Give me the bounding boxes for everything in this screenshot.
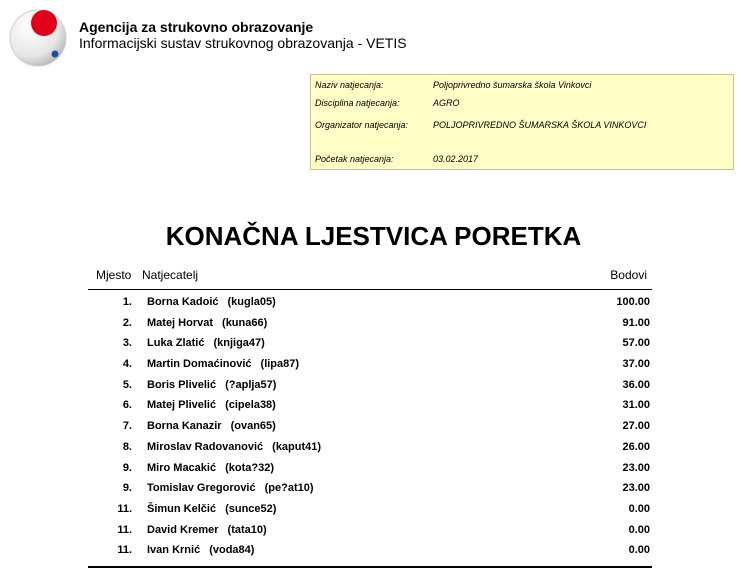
row-score: 37.00 <box>622 358 650 371</box>
info-row-name <box>315 78 731 92</box>
row-score: 100.00 <box>616 296 650 308</box>
competitor-code: (lipa87) <box>260 358 300 371</box>
row-place: 11. <box>117 523 132 536</box>
competition-info-box <box>310 74 734 170</box>
row-place: 8. <box>122 440 132 453</box>
competitor-code: (tata10) <box>227 523 267 536</box>
column-header-score: Bodovi <box>610 268 647 282</box>
row-competitor <box>147 377 276 393</box>
table-row <box>88 480 652 501</box>
column-header-competitor: Natjecatelj <box>142 268 199 282</box>
agency-logo-icon <box>8 6 70 68</box>
table-header <box>88 268 652 284</box>
row-place: 3. <box>122 337 132 350</box>
report-title: KONAČNA LJESTVICA PORETKA <box>165 221 582 251</box>
row-score: 23.00 <box>622 461 650 474</box>
table-row <box>88 397 652 418</box>
competitor-code: (cipela38) <box>225 399 276 412</box>
competitor-code: (kaput41) <box>272 440 322 453</box>
row-score: 57.00 <box>622 337 650 350</box>
competitor-name: Martin Domaćinović <box>147 358 252 371</box>
competitor-name: Borna Kanazir <box>147 420 222 433</box>
row-score: 0.00 <box>628 544 650 557</box>
competitor-code: (sunce52) <box>225 502 277 515</box>
row-competitor <box>147 501 276 517</box>
competitor-name: Ivan Krnić <box>147 544 201 557</box>
row-place: 6. <box>122 399 132 412</box>
info-value: POLJOPRIVREDNO ŠUMARSKA ŠKOLA VINKOVCI <box>433 120 647 130</box>
row-place: 11. <box>117 502 132 515</box>
row-competitor <box>147 397 276 413</box>
row-competitor <box>147 542 254 558</box>
row-score: 23.00 <box>622 482 650 495</box>
competitor-name: David Kremer <box>147 523 219 536</box>
competitor-name: Šimun Kelčić <box>147 502 217 515</box>
row-competitor <box>147 418 276 434</box>
competitor-name: Matej Plivelić <box>147 399 217 412</box>
row-score: 0.00 <box>628 523 650 536</box>
competitor-name: Luka Zlatić <box>147 337 205 350</box>
row-place: 9. <box>122 482 132 495</box>
row-score: 27.00 <box>622 420 650 433</box>
info-value: AGRO <box>433 98 460 108</box>
competitor-name: Boris Plivelić <box>147 378 217 391</box>
table-row <box>88 439 652 460</box>
info-row-organizer <box>315 118 731 132</box>
row-place: 9. <box>122 461 132 474</box>
competitor-code: (ovan65) <box>230 420 276 433</box>
row-competitor <box>147 335 265 351</box>
competitor-name: Miro Macakić <box>147 461 217 474</box>
row-score: 91.00 <box>622 316 650 329</box>
row-competitor <box>147 356 299 372</box>
competitor-code: (?aplja57) <box>225 378 277 391</box>
table-row <box>88 501 652 522</box>
ranking-table-body <box>88 294 652 563</box>
row-score: 0.00 <box>628 502 650 515</box>
row-score: 36.00 <box>622 378 650 391</box>
column-header-place: Mjesto <box>96 268 132 282</box>
row-place: 1. <box>122 296 132 308</box>
table-row <box>88 542 652 563</box>
row-competitor <box>147 522 267 538</box>
org-header <box>79 19 407 51</box>
table-top-rule <box>88 289 652 290</box>
row-competitor <box>147 460 274 476</box>
competitor-code: (pe?at10) <box>264 482 314 495</box>
info-value: 03.02.2017 <box>433 154 479 164</box>
competitor-code: (voda84) <box>209 544 255 557</box>
info-label: Naziv natjecanja: <box>315 80 384 90</box>
info-label: Organizator natjecanja: <box>315 120 409 130</box>
row-score: 26.00 <box>622 440 650 453</box>
row-place: 4. <box>122 358 132 371</box>
row-score: 31.00 <box>622 399 650 412</box>
competitor-code: (knjiga47) <box>213 337 265 350</box>
table-bottom-rule <box>88 566 652 568</box>
competitor-code: (kugla05) <box>227 296 276 308</box>
competitor-name: Miroslav Radovanović <box>147 440 264 453</box>
table-row <box>88 356 652 377</box>
row-competitor <box>147 439 321 455</box>
table-row <box>88 522 652 543</box>
competitor-name: Matej Horvat <box>147 316 214 329</box>
org-subtitle: Informacijski sustav strukovnog obrazovanja - VETIS <box>79 35 407 51</box>
competitor-name: Tomislav Gregorović <box>147 482 256 495</box>
table-row <box>88 335 652 356</box>
table-row <box>88 377 652 398</box>
info-label: Disciplina natjecanja: <box>315 98 400 108</box>
info-row-discipline <box>315 96 731 110</box>
row-competitor <box>147 294 276 310</box>
competitor-code: (kuna66) <box>222 316 268 329</box>
row-place: 5. <box>122 378 132 391</box>
info-value: Poljoprivredno šumarska škola Vinkovci <box>433 80 592 90</box>
table-row <box>88 460 652 481</box>
competitor-name: Borna Kadoić <box>147 296 219 308</box>
table-row <box>88 315 652 336</box>
row-place: 2. <box>122 316 132 329</box>
competitor-code: (kota?32) <box>225 461 274 474</box>
table-row <box>88 294 652 315</box>
org-name: Agencija za strukovno obrazovanje <box>79 19 314 35</box>
info-label: Početak natjecanja: <box>315 154 394 164</box>
info-row-start-date <box>315 152 731 166</box>
table-row <box>88 418 652 439</box>
row-place: 11. <box>117 544 132 557</box>
row-competitor <box>147 480 314 496</box>
row-place: 7. <box>122 420 132 433</box>
row-competitor <box>147 315 267 331</box>
